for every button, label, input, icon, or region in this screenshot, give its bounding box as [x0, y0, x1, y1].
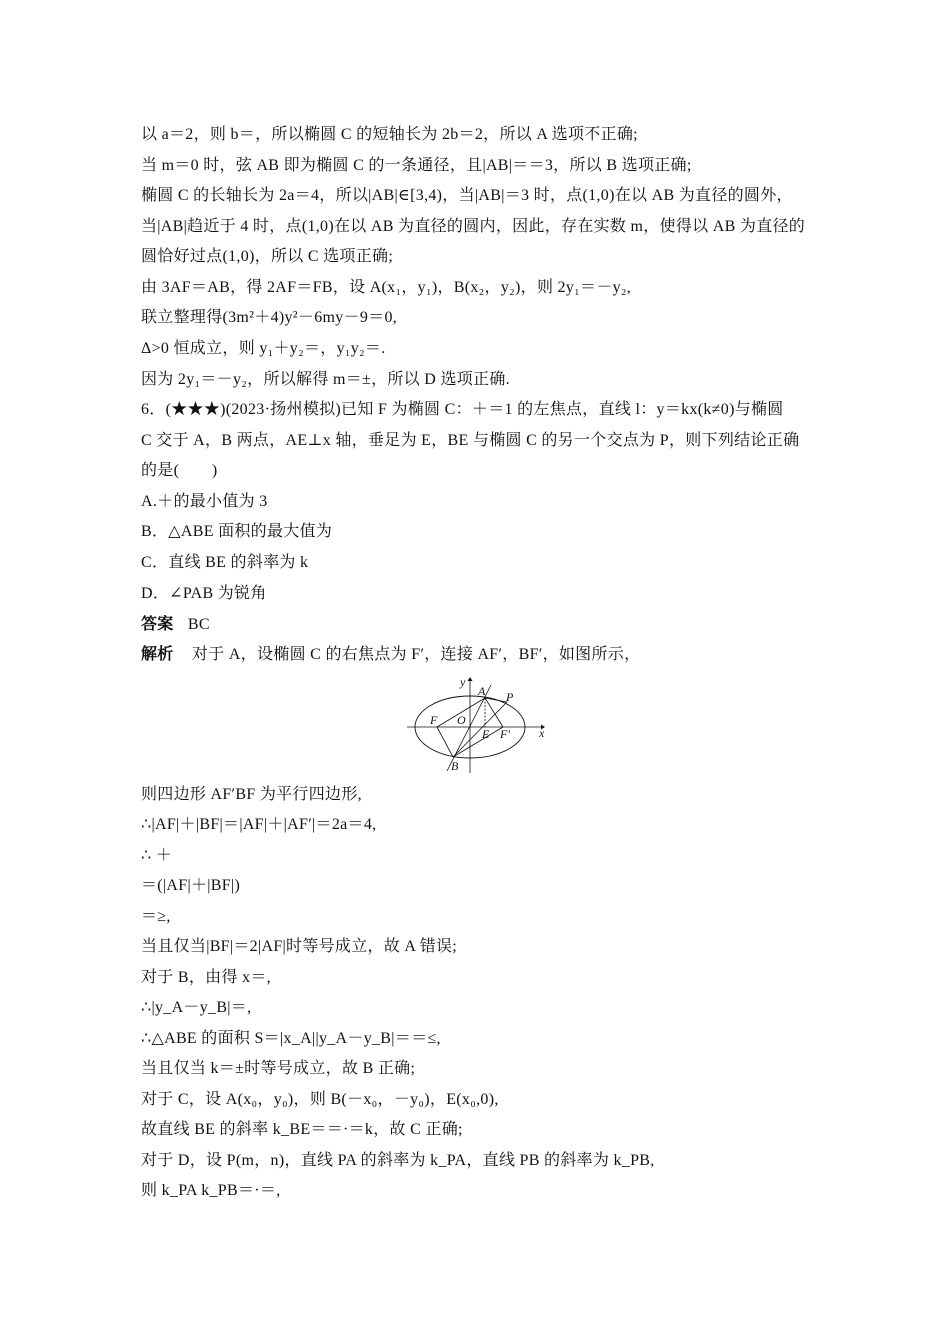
text-line: 则四边形 AF′BF 为平行四边形, — [141, 786, 362, 803]
analysis-line — [141, 645, 821, 665]
text-line: 圆恰好过点(1,0)，所以 C 选项正确; — [141, 248, 394, 265]
ellipse-figure — [405, 675, 545, 775]
label-f: F — [430, 713, 438, 727]
label-y: y — [460, 675, 466, 689]
analysis-label: 解析 — [141, 646, 174, 663]
label-e: E — [482, 727, 490, 741]
option-b: B．△ABE 面积的最大值为 — [141, 523, 333, 540]
y-axis-arrow — [468, 677, 473, 681]
text-line: ∴|AF|＋|BF|＝|AF|＋|AF′|＝2a＝4, — [141, 816, 377, 833]
text-line: 对于 C，设 A(x₀，y₀)，则 B(－x₀，－y₀)，E(x₀,0), — [141, 1091, 499, 1108]
text-line: 当 m＝0 时，弦 AB 即为椭圆 C 的一条通径，且|AB|＝＝3，所以 B 选项正确; — [141, 157, 692, 174]
text-line: ＝≥, — [141, 908, 171, 925]
text-line: 则 k_PA k_PB＝·＝, — [141, 1182, 281, 1199]
text-line: ∴△ABE 的面积 S＝|x_A||y_A－y_B|＝＝≤, — [141, 1030, 441, 1047]
text-line: 故直线 BE 的斜率 k_BE＝＝·＝k，故 C 正确; — [141, 1121, 463, 1138]
text-line: 当且仅当|BF|＝2|AF|时等号成立，故 A 错误; — [141, 938, 458, 955]
question-stem: 6．(★★★)(2023·扬州模拟)已知 F 为椭圆 C：＋＝1 的左焦点，直线 l：y＝kx(k≠0)与椭圆 — [141, 401, 784, 418]
option-d: D．∠PAB 为锐角 — [141, 585, 267, 602]
answer-line — [141, 615, 821, 635]
label-p: P — [506, 690, 514, 704]
text-line: Δ>0 恒成立，则 y₁＋y₂＝，y₁y₂＝. — [141, 340, 386, 357]
label-o: O — [457, 713, 466, 727]
text-line: 对于 D，设 P(m，n)，直线 PA 的斜率为 k_PA，直线 PB 的斜率为 k_PB, — [141, 1152, 655, 1169]
label-a: A — [478, 684, 486, 698]
text-line: 以 a＝2，则 b＝，所以椭圆 C 的短轴长为 2b＝2，所以 A 选项不正确; — [141, 126, 638, 143]
label-b: B — [451, 759, 459, 773]
option-c: C．直线 BE 的斜率为 k — [141, 554, 309, 571]
question-stem: 的是( ) — [141, 462, 218, 479]
text-line: 联立整理得(3m²＋4)y²－6my－9＝0, — [141, 309, 398, 326]
label-f-prime: F′ — [500, 727, 510, 741]
segment-pa — [485, 698, 507, 702]
text-line: 椭圆 C 的长轴长为 2a＝4，所以|AB|∈[3,4)，当|AB|＝3 时，点(1,0)在以 AB 为直径的圆外， — [141, 187, 793, 204]
text-line: ∴|y_A－y_B|＝, — [141, 999, 252, 1016]
question-stem: C 交于 A，B 两点，AE⊥x 轴，垂足为 E，BE 与椭圆 C 的另一个交点为 P，则下列结论正确 — [141, 432, 800, 449]
text-line: 对于 B，由得 x＝, — [141, 969, 271, 986]
answer-value: BC — [187, 616, 210, 633]
text-line: 因为 2y₁＝－y₂，所以解得 m＝±，所以 D 选项正确. — [141, 371, 510, 388]
text-line: 当且仅当 k＝±时等号成立，故 B 正确; — [141, 1060, 416, 1077]
text-line: 当|AB|趋近于 4 时，点(1,0)在以 AB 为直径的圆内，因此，存在实数 m，使得以 AB 为直径的 — [141, 218, 806, 235]
segment-af2 — [485, 698, 503, 727]
label-x: x — [539, 726, 545, 740]
answer-label: 答案 — [141, 616, 174, 633]
option-a: A.＋的最小值为 3 — [141, 493, 268, 510]
analysis-text: 对于 A，设椭圆 C 的右焦点为 F′，连接 AF′，BF′，如图所示， — [191, 646, 641, 663]
text-line: 由 3AF＝AB，得 2AF＝FB，设 A(x₁，y₁)，B(x₂，y₂)，则 2y₁＝－y₂, — [141, 279, 632, 296]
text-line: ＝(|AF|＋|BF|) — [141, 877, 241, 894]
text-line: ∴ ＋ — [141, 847, 173, 864]
